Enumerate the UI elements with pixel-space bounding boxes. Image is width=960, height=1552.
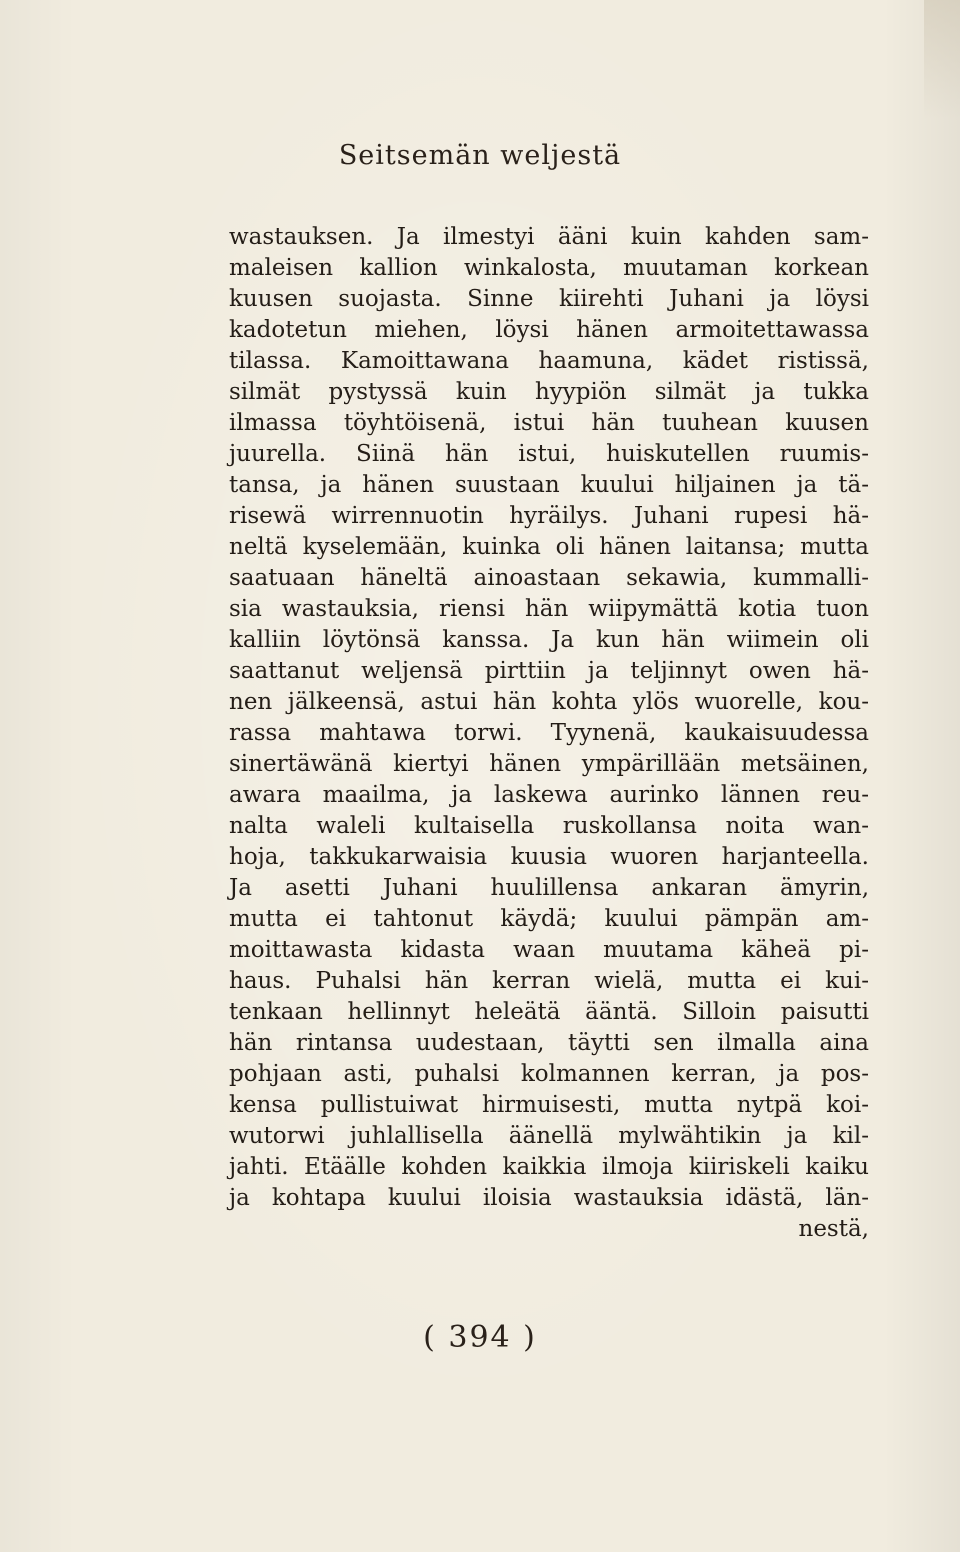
text-line: wastauksen. Ja ilmestyi ääni kuin kahden sam- <box>229 224 869 250</box>
text-line: ilmassa töyhtöisenä, istui hän tuuhean kuusen <box>229 410 869 436</box>
page-number: ( 394 ) <box>423 1320 537 1355</box>
text-line: rassa mahtawa torwi. Tyynenä, kaukaisuudessa <box>229 720 869 746</box>
text-line: jahti. Etäälle kohden kaikkia ilmoja kiiriskeli kaiku <box>229 1154 869 1180</box>
text-line-final: nestä, <box>798 1216 869 1242</box>
text-line: ja kohtapa kuului iloisia wastauksia idästä, län- <box>229 1185 869 1211</box>
body-text <box>229 222 869 1245</box>
text-line: kalliin löytönsä kanssa. Ja kun hän wiimein oli <box>229 627 869 653</box>
text-line: moittawasta kidasta waan muutama käheä pi- <box>229 937 869 963</box>
text-line: mutta ei tahtonut käydä; kuului pämpän am- <box>229 906 869 932</box>
text-line: maleisen kallion winkalosta, muutaman korkean <box>229 255 869 281</box>
text-line: haus. Puhalsi hän kerran wielä, mutta ei kui- <box>229 968 869 994</box>
text-line: tansa, ja hänen suustaan kuului hiljainen ja tä- <box>229 472 869 498</box>
text-line: saatuaan häneltä ainoastaan sekawia, kummalli- <box>229 565 869 591</box>
text-line: nalta waleli kultaisella ruskollansa noita wan- <box>229 813 869 839</box>
text-line: awara maailma, ja laskewa aurinko lännen reu- <box>229 782 869 808</box>
text-line: sinertäwänä kiertyi hänen ympärillään metsäinen, <box>229 751 869 777</box>
text-line: tenkaan hellinnyt heleätä ääntä. Silloin paisutti <box>229 999 869 1025</box>
text-line: tilassa. Kamoittawana haamuna, kädet ristissä, <box>229 348 869 374</box>
text-line: wutorwi juhlallisella äänellä mylwähtikin ja kil- <box>229 1123 869 1149</box>
text-line: risewä wirrennuotin hyräilys. Juhani rupesi hä- <box>229 503 869 529</box>
text-line: kuusen suojasta. Sinne kiirehti Juhani ja löysi <box>229 286 869 312</box>
text-line: pohjaan asti, puhalsi kolmannen kerran, ja pos- <box>229 1061 869 1087</box>
text-line: juurella. Siinä hän istui, huiskutellen ruumis- <box>229 441 869 467</box>
text-line: Ja asetti Juhani huulillensa ankaran ämyrin, <box>229 875 869 901</box>
running-head: Seitsemän weljestä <box>338 140 622 171</box>
page-corner <box>924 0 960 120</box>
text-line: nen jälkeensä, astui hän kohta ylös wuorelle, kou- <box>229 689 869 715</box>
text-line: kadotetun miehen, löysi hänen armoitettawassa <box>229 317 869 343</box>
text-line: silmät pystyssä kuin hyypiön silmät ja tukka <box>229 379 869 405</box>
text-line: hän rintansa uudestaan, täytti sen ilmalla aina <box>229 1030 869 1056</box>
text-line: saattanut weljensä pirttiin ja teljinnyt owen hä- <box>229 658 869 684</box>
text-line: hoja, takkukarwaisia kuusia wuoren harjanteella. <box>229 844 869 870</box>
text-line: sia wastauksia, riensi hän wiipymättä kotia tuon <box>229 596 869 622</box>
text-line: neltä kyselemään, kuinka oli hänen laitansa; mutta <box>229 534 869 560</box>
text-line: kensa pullistuiwat hirmuisesti, mutta nytpä koi- <box>229 1092 869 1118</box>
